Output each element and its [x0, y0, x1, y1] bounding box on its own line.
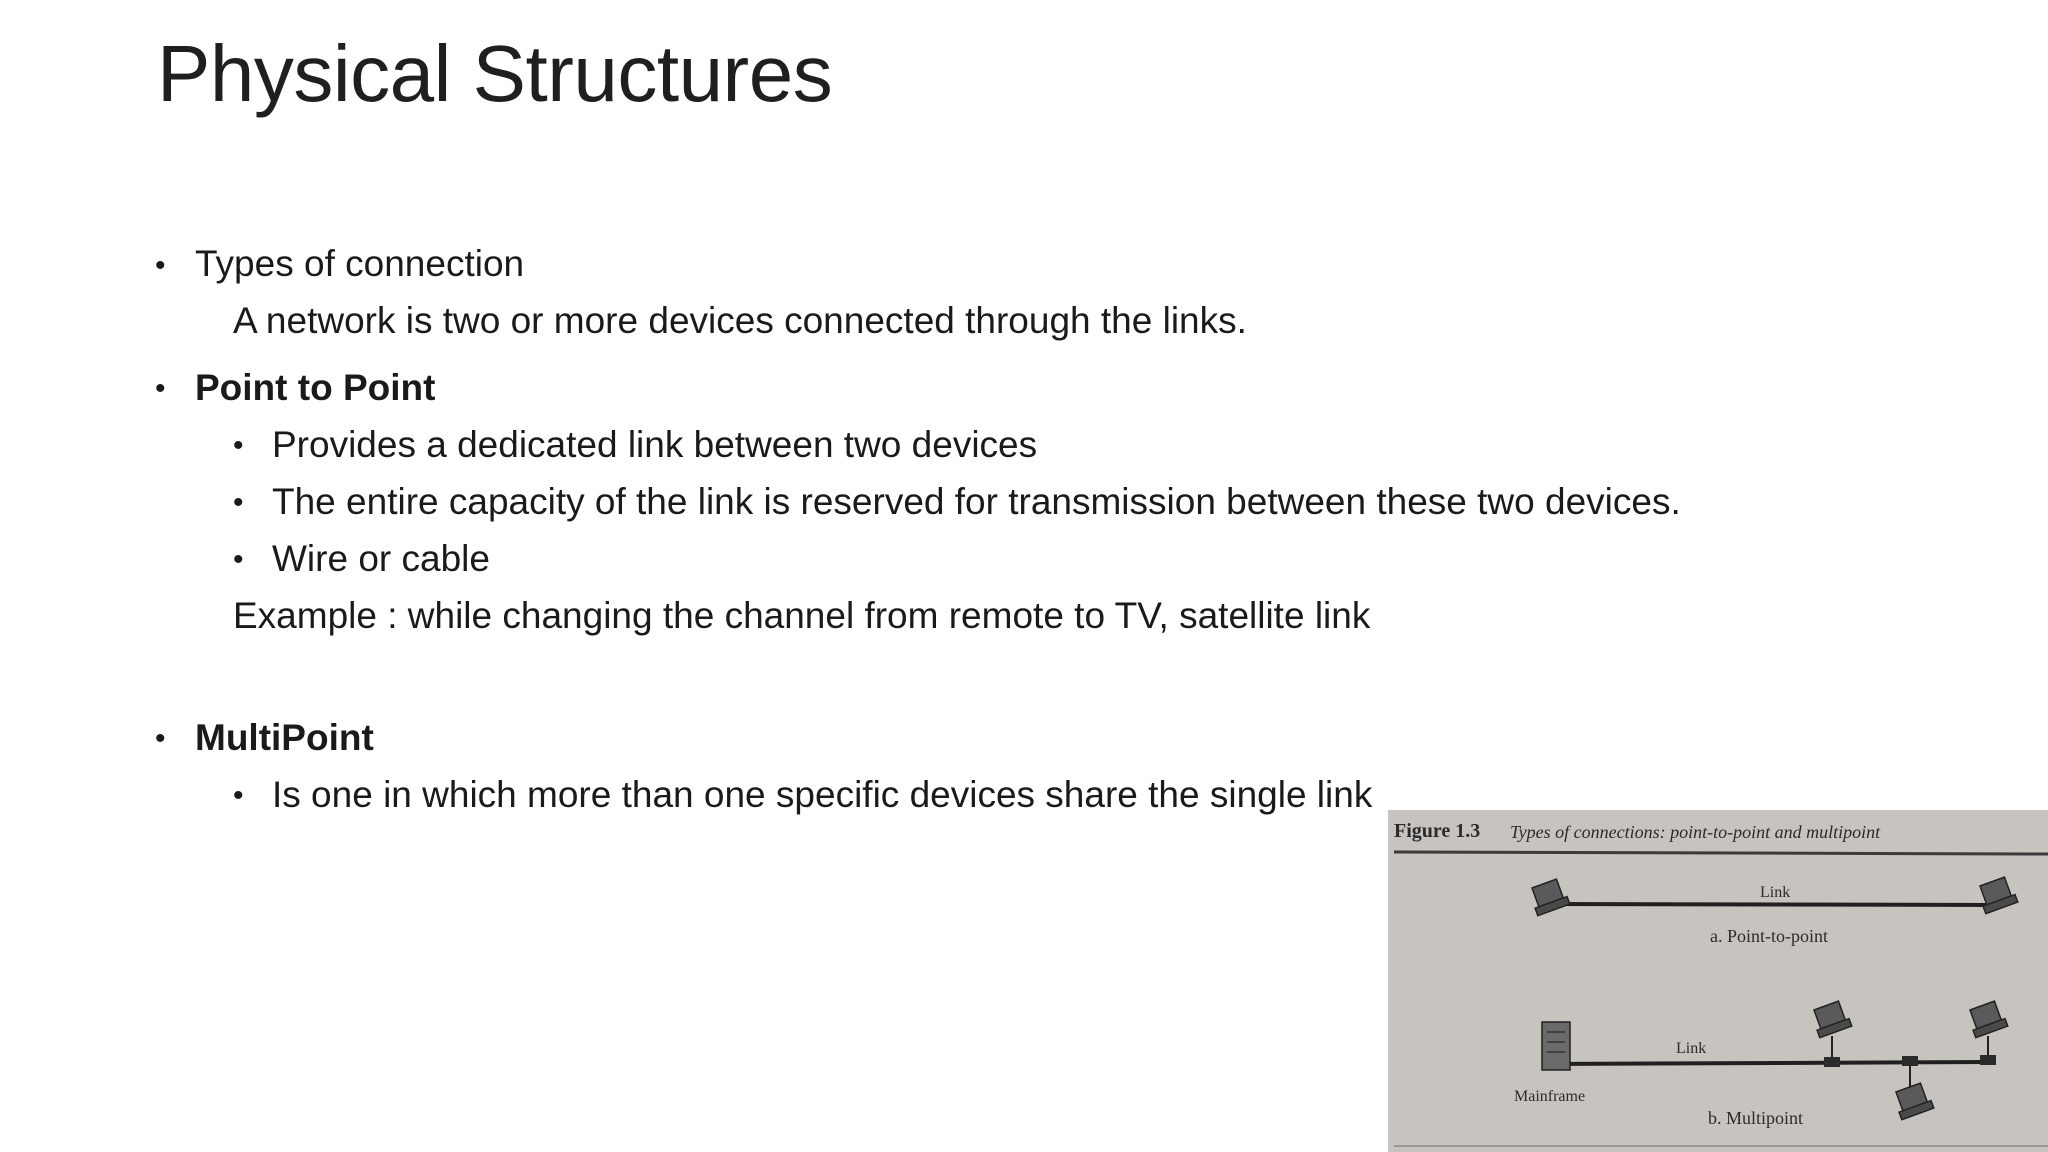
multipoint-link-line — [1543, 1062, 1988, 1064]
bullet-marker: • — [233, 486, 244, 519]
bullet-point-to-point: Point to Point — [195, 367, 436, 408]
tap-connector — [1824, 1057, 1840, 1067]
figure-number: Figure 1.3 — [1394, 820, 1481, 842]
multipoint-item-shared-link: Is one in which more than one specific devices share the single link — [272, 774, 1373, 815]
ptp-example-text: Example : while changing the channel from remote to TV, satellite link — [233, 595, 1371, 636]
ptp-item-dedicated-link: Provides a dedicated link between two devices — [272, 424, 1038, 465]
mainframe-icon — [1542, 1022, 1570, 1070]
laptop-icon — [1976, 876, 2018, 914]
caption-rule — [1394, 852, 2048, 854]
figure-caption: Types of connections: point-to-point and multipoint — [1510, 822, 1881, 842]
link-label-a: Link — [1760, 884, 1791, 901]
bullet-marker: • — [155, 249, 166, 282]
network-definition-text: A network is two or more devices connected through the links. — [233, 300, 1247, 341]
bullet-marker: • — [155, 372, 166, 405]
bullet-marker: • — [233, 543, 244, 576]
bullet-marker: • — [233, 429, 244, 462]
laptop-icon — [1966, 1000, 2008, 1038]
mainframe-label: Mainframe — [1514, 1088, 1586, 1105]
bullet-types-of-connection: Types of connection — [195, 243, 525, 284]
laptop-icon — [1810, 1000, 1852, 1038]
label-point-to-point: a. Point-to-point — [1710, 926, 1828, 946]
ptp-item-entire-capacity: The entire capacity of the link is reserved for transmission between these two devices. — [272, 481, 1681, 522]
ptp-item-wire-or-cable: Wire or cable — [272, 538, 490, 579]
link-label-b: Link — [1676, 1040, 1707, 1057]
bullet-multipoint: MultiPoint — [195, 717, 374, 758]
ptp-link-line — [1548, 904, 1993, 905]
tap-connector — [1902, 1056, 1918, 1066]
tap-connector — [1980, 1055, 1996, 1065]
laptop-icon — [1892, 1082, 1934, 1120]
label-multipoint: b. Multipoint — [1708, 1108, 1804, 1128]
bullet-marker: • — [155, 722, 166, 755]
bullet-marker: • — [233, 779, 244, 812]
figure-connections-image — [1388, 810, 2048, 1152]
laptop-icon — [1528, 878, 1570, 916]
figure-drawing — [1388, 810, 2048, 1152]
slide-title: Physical Structures — [157, 29, 833, 118]
